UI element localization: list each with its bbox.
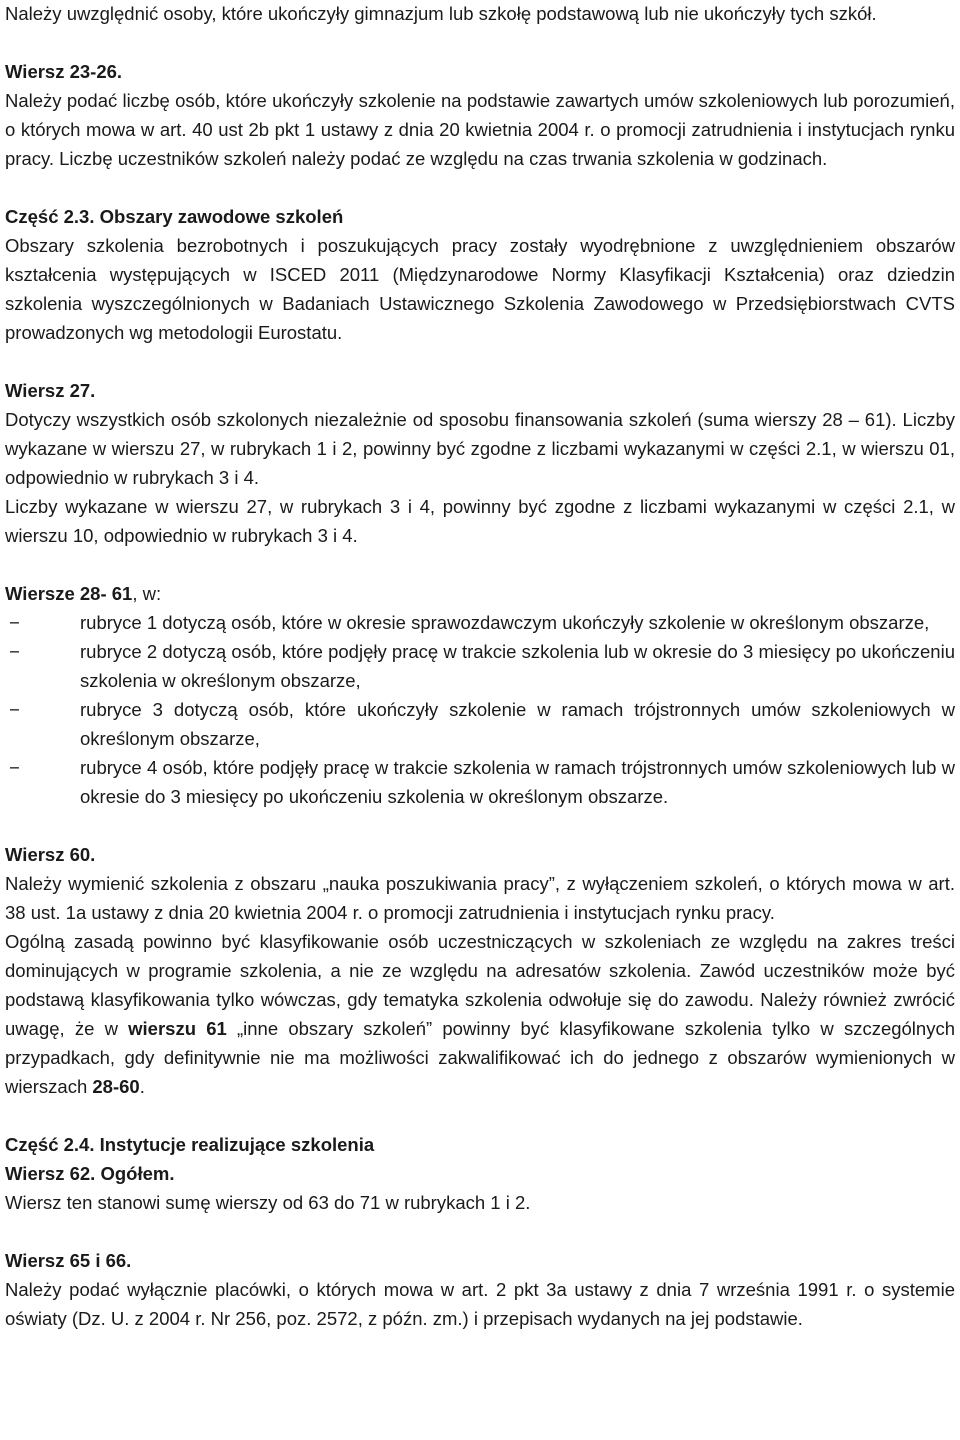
list-item-text: rubryce 4 osób, które podjęły pracę w trakcie szkolenia w ramach trójstronnych umów szkoleniowych lub w okresie do 3 miesięcy po ukończeniu szkolenia w określonym obszarze.: [80, 757, 955, 807]
list-item: [5, 637, 955, 695]
row-27-paragraph-2: Liczby wykazane w wierszu 27, w rubrykach 3 i 4, powinny być zgodne z liczbami wykazanymi w części 2.1, w wierszu 10, odpowiednio w rubrykach 3 i 4.: [5, 496, 955, 546]
row-60-heading: Wiersz 60.: [5, 844, 96, 865]
row-60-paragraph-1: Należy wymienić szkolenia z obszaru „nauka poszukiwania pracy”, z wyłączeniem szkoleń, o których mowa w art. 38 ust. 1a ustawy z dnia 20 kwietnia 2004 r. o promocji zatrudnienia i instytucjach rynku pracy.: [5, 873, 955, 923]
rows-28-60-reference: 28-60: [92, 1076, 140, 1097]
part-2-3-number: Część 2.3.: [5, 206, 95, 227]
row-60-text-part-b: „inne obszary szkoleń” powinny być klasyfikowane szkolenia tylko w szczególnych przypadkach, gdy definitywnie nie ma możliwości zakwalifikować ich do jednego z obszarów wymienionych w wierszach: [5, 1018, 955, 1097]
dash-bullet: −: [9, 699, 20, 720]
list-item-text: rubryce 1 dotyczą osób, które w okresie sprawozdawczym ukończyły szkolenie w określonym obszarze,: [80, 612, 930, 633]
list-item-text: rubryce 3 dotyczą osób, które ukończyły szkolenie w ramach trójstronnych umów szkoleniowych w określonym obszarze,: [80, 699, 955, 749]
row-60-text-part-c: .: [139, 1076, 145, 1097]
list-item: [5, 608, 955, 637]
dash-bullet: −: [9, 641, 20, 662]
part-2-4-heading: Część 2.4. Instytucje realizujące szkolenia: [5, 1134, 375, 1155]
rows-65-66-paragraph: Należy podać wyłącznie placówki, o których mowa w art. 2 pkt 3a ustawy z dnia 7 września 1991 r. o systemie oświaty (Dz. U. z 2004 r. Nr 256, poz. 2572, z późn. zm.) i przepisach wydanych na jej podstawie.: [5, 1279, 955, 1329]
list-item: [5, 753, 955, 811]
dash-bullet: −: [9, 757, 20, 778]
row-27-paragraph-1: Dotyczy wszystkich osób szkolonych niezależnie od sposobu finansowania szkoleń (suma wierszy 28 – 61). Liczby wykazane w wierszu 27, w rubrykach 1 i 2, powinny być zgodne z liczbami wykazanymi w części 2.1, w wierszu 01, odpowiednio w rubrykach 3 i 4.: [5, 409, 955, 488]
intro-paragraph: Należy uwzględnić osoby, które ukończyły gimnazjum lub szkołę podstawową lub nie ukończyły tych szkół.: [5, 3, 877, 24]
part-2-3-paragraph: Obszary szkolenia bezrobotnych i poszukujących pracy zostały wyodrębnione z uwzględnieniem obszarów kształcenia występujących w ISCED 2011 (Międzynarodowe Normy Klasyfikacji Kształcenia) oraz dziedzin szkolenia wyszczególnionych w Badaniach Ustawicznego Szkolenia Zawodowego w Przedsiębiorstwach CVTS prowadzonych wg metodologii Eurostatu.: [5, 235, 955, 343]
row-62-paragraph: Wiersz ten stanowi sumę wierszy od 63 do 71 w rubrykach 1 i 2.: [5, 1192, 531, 1213]
list-item-text: rubryce 2 dotyczą osób, które podjęły pracę w trakcie szkolenia lub w okresie do 3 miesięcy po ukończeniu szkolenia w określonym obszarze,: [80, 641, 955, 691]
rows-23-26-heading: Wiersz 23-26.: [5, 61, 123, 82]
list-item: [5, 695, 955, 753]
rows-28-61-list: [5, 608, 955, 811]
dash-bullet: −: [9, 612, 20, 633]
rows-28-61-heading: [5, 579, 955, 608]
row-60-text-part-a: Ogólną zasadą powinno być klasyfikowanie osób uczestniczących w szkoleniach ze względu na zakres treści dominujących w programie szkolenia, a nie ze względu na adresatów szkolenia. Zawód uczestników może być podstawą klasyfikowania tylko wówczas, gdy tematyka szkolenia odwołuje się do zawodu. Należy również zwrócić uwagę, że w: [5, 931, 955, 1039]
row-62-heading: Wiersz 62. Ogółem.: [5, 1163, 175, 1184]
row-27-heading: Wiersz 27.: [5, 380, 96, 401]
row-61-reference: wierszu 61: [128, 1018, 227, 1039]
part-2-3-title: Obszary zawodowe szkoleń: [99, 206, 344, 227]
rows-23-26-paragraph: Należy podać liczbę osób, które ukończyły szkolenie na podstawie zawartych umów szkoleniowych lub porozumień, o których mowa w art. 40 ust 2b pkt 1 ustawy z dnia 20 kwietnia 2004 r. o promocji zatrudnienia i instytucjach rynku pracy. Liczbę uczestników szkoleń należy podać ze względu na czas trwania szkolenia w godzinach.: [5, 90, 955, 169]
rows-28-61-heading-label: Wiersze 28- 61: [5, 583, 133, 604]
rows-65-66-heading: Wiersz 65 i 66.: [5, 1250, 132, 1271]
rows-28-61-heading-suffix: , w:: [132, 583, 162, 604]
part-2-3-heading: [5, 202, 955, 231]
row-60-paragraph-2: [5, 927, 955, 1101]
